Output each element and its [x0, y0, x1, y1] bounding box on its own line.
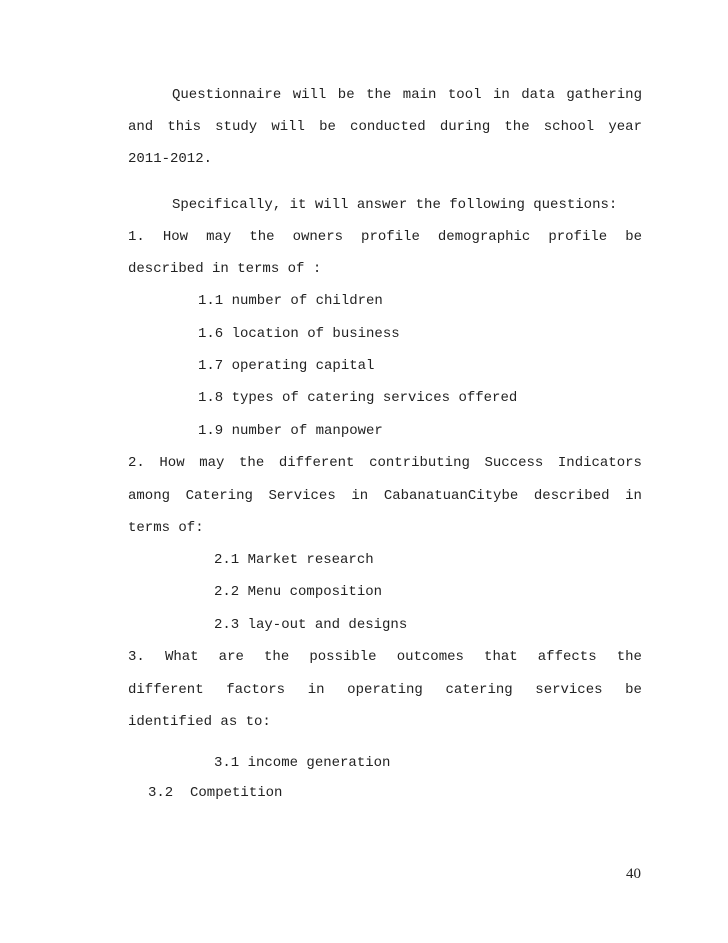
- word: 3.: [128, 649, 145, 665]
- word: What: [164, 649, 199, 665]
- word: be: [625, 229, 642, 245]
- question2-item: 2.2 Menu composition: [214, 584, 383, 600]
- word: in: [625, 488, 642, 504]
- word: school: [543, 119, 595, 135]
- word: the: [264, 649, 290, 665]
- word: the: [366, 87, 392, 103]
- word: How: [162, 229, 189, 245]
- word: CabanatuanCitybe: [383, 488, 519, 504]
- word: factors: [226, 682, 286, 698]
- word: may: [199, 455, 225, 471]
- word: and: [128, 119, 154, 135]
- word: described: [533, 488, 610, 504]
- question3-item: 3.1 income generation: [214, 755, 391, 771]
- word: in: [492, 87, 510, 103]
- word: How: [159, 455, 185, 471]
- word: data: [521, 87, 555, 103]
- word: in: [307, 682, 325, 698]
- word: 2.: [128, 455, 145, 471]
- word: Services: [268, 488, 336, 504]
- word: be: [337, 87, 355, 103]
- word: among: [128, 488, 171, 504]
- word: will: [271, 119, 305, 135]
- word: in: [351, 488, 369, 504]
- paragraph1-line1: [172, 86, 642, 104]
- question1-item: 1.7 operating capital: [198, 358, 375, 374]
- word: operating: [347, 682, 423, 698]
- word: main: [402, 87, 437, 103]
- question2-item: 2.3 lay-out and designs: [214, 617, 408, 633]
- page-number: 40: [626, 866, 641, 882]
- word: demographic: [437, 229, 531, 245]
- paragraph1-line3: 2011-2012.: [128, 151, 213, 167]
- word: different: [128, 682, 204, 698]
- word: services: [535, 682, 603, 698]
- word: year: [608, 119, 642, 135]
- word: catering: [445, 682, 513, 698]
- question1-item: 1.1 number of children: [198, 293, 383, 309]
- word: affects: [537, 649, 597, 665]
- question3-line2: [128, 681, 642, 699]
- word: different: [278, 455, 355, 471]
- word: study: [215, 119, 258, 135]
- word: be: [319, 119, 336, 135]
- word: the: [504, 119, 530, 135]
- word: the: [239, 455, 265, 471]
- word: are: [218, 649, 244, 665]
- question3-line1: [128, 648, 642, 666]
- question1-item: 1.8 types of catering services offered: [198, 390, 518, 406]
- question1-line2: described in terms of :: [128, 261, 322, 277]
- word: possible: [309, 649, 377, 665]
- word: be: [625, 682, 642, 698]
- paragraph2-intro: Specifically, it will answer the following questions:: [172, 197, 618, 213]
- word: conducted: [350, 119, 426, 135]
- word: the: [616, 649, 642, 665]
- word: profile: [361, 229, 420, 245]
- word: Catering: [185, 488, 253, 504]
- question1-item: 1.6 location of business: [198, 326, 400, 342]
- word: gathering: [566, 87, 642, 103]
- word: contributing: [369, 455, 470, 471]
- word: Indicators: [557, 455, 642, 471]
- word: tool: [447, 87, 482, 103]
- word: Questionnaire: [172, 87, 282, 103]
- question2-line1: [128, 454, 642, 472]
- word: during: [439, 119, 491, 135]
- word: that: [484, 649, 518, 665]
- word: 1.: [128, 229, 145, 245]
- question3-item: 3.2 Competition: [148, 785, 283, 801]
- question1-item: 1.9 number of manpower: [198, 423, 383, 439]
- question3-line3: identified as to:: [128, 714, 271, 730]
- question2-line3: terms of:: [128, 520, 204, 536]
- word: the: [249, 229, 275, 245]
- question1-line1: [128, 228, 642, 246]
- question2-item: 2.1 Market research: [214, 552, 374, 568]
- word: Success: [484, 455, 544, 471]
- question2-line2: [128, 487, 642, 505]
- word: will: [292, 87, 327, 103]
- word: outcomes: [396, 649, 464, 665]
- word: may: [206, 229, 232, 245]
- word: profile: [548, 229, 608, 245]
- word: owners: [292, 229, 344, 245]
- paragraph1-line2: [128, 118, 642, 136]
- word: this: [167, 119, 201, 135]
